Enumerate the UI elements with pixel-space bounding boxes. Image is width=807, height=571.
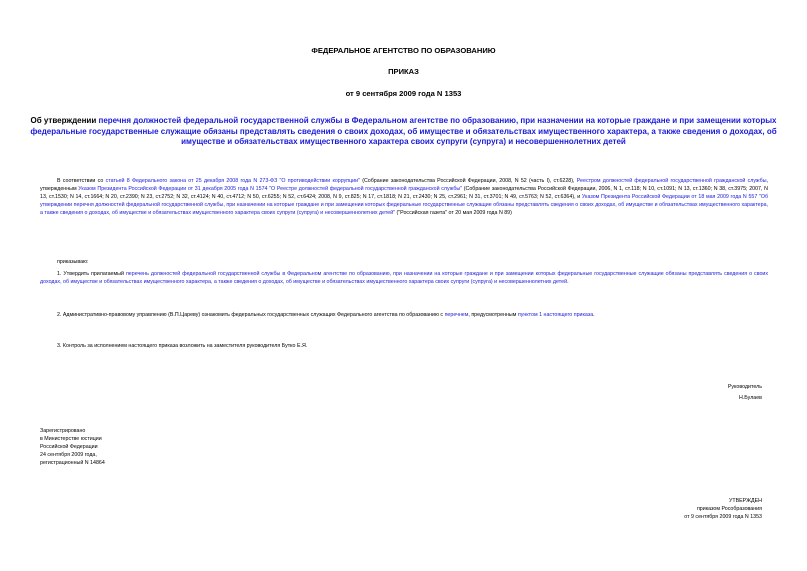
link-perechen[interactable]: перечнем xyxy=(444,312,469,318)
item-2-text: 2. Административно-правовому управлению (В.П.Цареву) ознакомить федеральных государственных служащих Федерального агентства по образованию с xyxy=(57,312,445,318)
link-point-1[interactable]: пунктом 1 настоящего приказа xyxy=(517,312,594,318)
approval-line-1: УТВЕРЖДЕН xyxy=(729,498,762,504)
preamble-text-3: , утвержденным xyxy=(40,178,768,193)
order-item-1 xyxy=(40,270,768,286)
link-decree-1574[interactable]: Указом Президента Российской Федерации от 31 декабря 2005 года N 1574 "О Реестре должностей федеральной государственной гражданской службы" xyxy=(78,186,463,193)
order-item-2 xyxy=(40,311,768,319)
item-1-text: 1. Утвердить прилагаемый xyxy=(57,271,126,277)
link-federal-law-273[interactable]: статьей 8 Федерального закона от 25 декабря 2008 года N 273-ФЗ "О противодействии коррупции" xyxy=(105,178,360,184)
registration-line-5: регистрационный N 14864 xyxy=(40,460,105,467)
approval-line-3: от 9 сентября 2009 года N 1353 xyxy=(684,514,762,521)
preamble-text-4: (Собрание законодательства Российской Федерации, 2006, N 1, ст.118; N 10, ст.1091; N 13, ст.1360; N 38, ст.3975; 2007, N 13, ст.1530; N 14, ст.1664; N 20, ст.2390; N 23, ст.2752; N 32, ст.4124; N 40, ст.4712; N 50, ст.6255; N 52, ст.6424; 2008, N 9, ст.825; N 17, ст.1818; N 21, ст.2430; N 25, ст.2961; N 31, ст.3701; N 49, ст.5763; N 52, ст.6364), и xyxy=(40,186,768,201)
approval-block xyxy=(684,497,762,521)
item-2-end: . xyxy=(593,312,595,318)
preamble-text-1: В соответствии со xyxy=(57,178,106,184)
preamble-text-2: (Собрание законодательства Российской Федерации, 2008, N 52 (часть I), ст.6228), xyxy=(359,178,577,184)
title-prefix: Об утверждении xyxy=(30,116,99,125)
registration-line-4: 24 сентября 2009 года, xyxy=(40,452,97,459)
title-link[interactable]: перечня должностей федеральной государственной службы в Федеральном агентстве по образованию, при назначении на которые граждане и при замещении которых федеральные государственные служащие обязаны представлять сведения о своих доходах, об имуществе и обязательствах имущественного характера, а также сведения о доходах, об имуществе и обязательствах имущественного характера своих супруги (супруга) и несовершеннолетних детей xyxy=(30,116,777,147)
document-title xyxy=(20,116,787,148)
registration-line-1: Зарегистрировано xyxy=(40,428,86,434)
registration-block xyxy=(40,427,105,467)
preamble-text-5: ("Российская газета" от 20 мая 2009 года N 89) xyxy=(395,210,512,217)
signature-name: Н.Булаев xyxy=(739,395,762,401)
item-2-mid: , предусмотренным xyxy=(468,312,518,318)
signature-role: Руководитель xyxy=(727,384,762,390)
order-item-3: 3. Контроль за исполнением настоящего приказа возложить на заместителя руководителя Бутко Е.Я. xyxy=(57,343,308,349)
preamble-paragraph xyxy=(40,177,768,217)
registration-line-2: в Министерстве юстиции xyxy=(40,436,102,443)
prikazyvayu-label: приказываю: xyxy=(57,259,89,265)
link-positions-list[interactable]: перечень должностей федеральной государственной службы в Федеральном агентстве по образованию, при назначении на которые граждане и при замещении которых федеральные государственные служащие обязаны представлять сведения о своих доходах, об имуществе и обязательствах имущественного характера, а также сведения о доходах, об имуществе и обязательствах имущественного характера своих супруги (супруга) и несовершеннолетних детей xyxy=(40,271,769,286)
agency-heading: ФЕДЕРАЛЬНОЕ АГЕНТСТВО ПО ОБРАЗОВАНИЮ xyxy=(311,46,496,55)
item-1-end: . xyxy=(567,279,569,286)
approval-line-2: приказом Рособразования xyxy=(696,506,762,513)
link-registry-of-positions[interactable]: Реестром должностей федеральной государственной гражданской службы xyxy=(576,178,767,184)
doc-type-heading: ПРИКАЗ xyxy=(388,67,419,76)
doc-date-heading: от 9 сентября 2009 года N 1353 xyxy=(345,89,462,98)
link-decree-557[interactable]: Указом Президента Российской Федерации от 18 мая 2009 года N 557 "Об утверждении перечня должностей федеральной государственной службы, при назначении на которые граждане и при замещении которых федеральные государственные служащие обязаны представлять сведения о своих доходах, об имуществе и обязательствах имущественного характера, а также сведения о доходах, об имуществе и обязательствах имущественного характера своих супруги (супруга) и несовершеннолетних детей" xyxy=(40,194,769,217)
registration-line-3: Российской Федерации xyxy=(40,444,98,451)
